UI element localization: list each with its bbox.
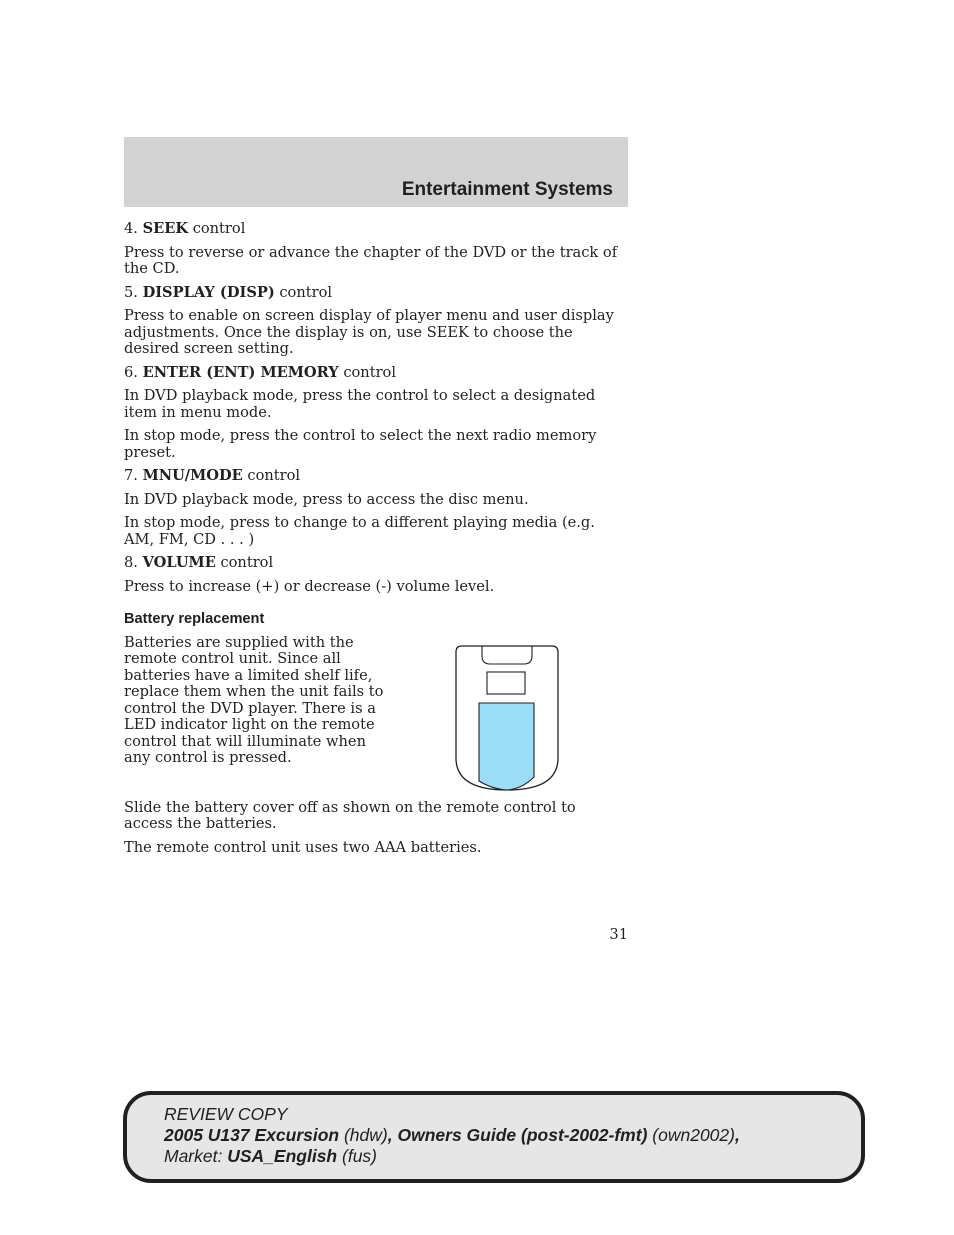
item-description: Press to reverse or advance the chapter of the DVD or the track of the CD. xyxy=(124,243,618,277)
battery-heading: Battery replacement xyxy=(124,611,265,627)
item-heading-enter: 6. ENTER (ENT) MEMORY control xyxy=(124,363,396,381)
market-label: Market: xyxy=(164,1146,223,1166)
page-number: 31 xyxy=(609,926,628,943)
section-title: Entertainment Systems xyxy=(401,179,613,200)
header-band xyxy=(124,137,628,207)
market-name: USA_English xyxy=(227,1146,338,1166)
item-description: In stop mode, press the control to select the next radio memory preset. xyxy=(124,427,597,461)
item-description: In DVD playback mode, press to access the disc menu. xyxy=(124,490,529,508)
remote-control-icon xyxy=(452,638,562,798)
battery-type: The remote control unit uses two AAA batteries. xyxy=(124,838,482,856)
item-heading-volume: 8. VOLUME control xyxy=(124,554,274,571)
item-heading-display: 5. DISPLAY (DISP) control xyxy=(124,283,333,301)
item-description: Press to increase (+) or decrease (-) volume level. xyxy=(124,577,495,595)
battery-cover xyxy=(479,703,534,790)
item-description: In stop mode, press to change to a different playing media (e.g. AM, FM, CD . . . ) xyxy=(124,514,595,548)
review-label: REVIEW COPY xyxy=(164,1104,288,1124)
guide-code: (own2002) xyxy=(652,1125,735,1145)
item-heading-mnu-mode: 7. MNU/MODE control xyxy=(124,467,301,484)
item-description: In DVD playback mode, press the control to select a designated item in menu mode. xyxy=(124,387,596,421)
battery-section xyxy=(124,635,628,800)
market-code: (fus) xyxy=(342,1146,377,1166)
page-content xyxy=(124,221,628,863)
item-heading-seek: 4. SEEK control xyxy=(124,220,246,237)
review-copy-footer xyxy=(123,1091,865,1183)
battery-slide-instruction: Slide the battery cover off as shown on the remote control to access the batteries. xyxy=(124,798,576,832)
model-name: 2005 U137 Excursion xyxy=(164,1125,340,1145)
item-description: Press to enable on screen display of player menu and user display adjustments. Once the display is on, use SEEK to choose the desired screen setting. xyxy=(124,307,614,357)
guide-name: Owners Guide (post-2002-fmt) xyxy=(397,1125,648,1145)
footer-text: REVIEW COPY 2005 U137 Excursion (hdw), Owners Guide (post-2002-fmt) (own2002), Market: USA_English (fus) xyxy=(164,1104,740,1166)
battery-intro: Batteries are supplied with the remote control unit. Since all batteries have a limited shelf life, replace them when the unit fails to control the DVD player. There is a LED indicator light on the remote control that will illuminate when any control is pressed. xyxy=(124,633,384,766)
model-code: (hdw) xyxy=(343,1125,388,1145)
